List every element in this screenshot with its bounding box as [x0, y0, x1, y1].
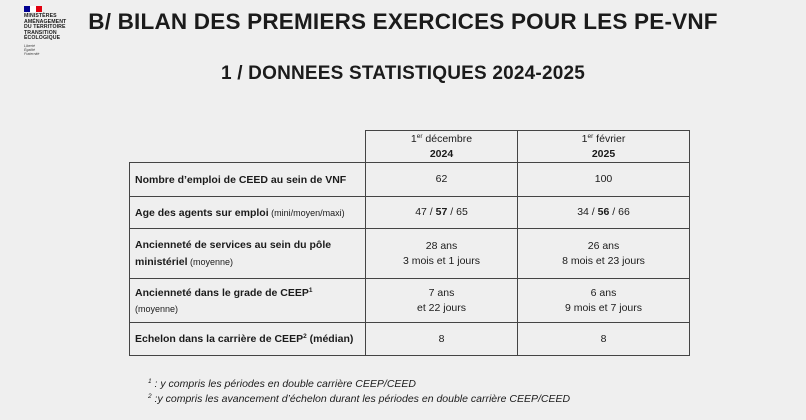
statistics-table — [129, 130, 690, 356]
row-value: 8 — [366, 323, 518, 356]
header-date: 1er février — [581, 132, 626, 145]
footnote: $^2$ :y compris les avancement d’échelon durant les périodes en double carrière CEEP/CEED — [148, 393, 571, 405]
row-value: 6 ans 9 mois et 7 jours — [518, 279, 690, 323]
table-row — [130, 229, 690, 279]
logo-text-line: DU TERRITOIRE — [24, 24, 66, 31]
header-year: 2024 — [429, 147, 454, 160]
table-header-row — [130, 131, 690, 163]
row-value: 8 — [518, 323, 690, 356]
row-label: Ancienneté de services au sein du pôle ministériel (moyenne) — [130, 229, 366, 279]
footnote: $^1$ : y compris les périodes en double carrière CEEP/CEED — [148, 378, 416, 390]
row-value: 7 ans et 22 jours — [366, 279, 518, 323]
row-label: Echelon dans la carrière de CEEP$^2$ (médian) — [130, 323, 366, 356]
row-value: 47 / 57 / 65 — [366, 197, 518, 229]
header-cell-2025 — [518, 131, 690, 163]
logo-motto-line: Fraternité — [24, 52, 40, 57]
row-value: 62 — [366, 163, 518, 197]
header-year: 2025 — [591, 147, 616, 160]
row-label: Age des agents sur emploi (mini/moyen/maxi) — [130, 197, 366, 229]
logo-text-line: MINISTÈRES — [24, 13, 57, 19]
logo-text-line: ÉCOLOGIQUE — [24, 35, 61, 42]
row-label: Ancienneté dans le grade de CEEP$^1$ (moyenne) — [130, 279, 366, 323]
table-row — [130, 197, 690, 229]
table-row — [130, 279, 690, 323]
row-value: 28 ans 3 mois et 1 jours — [366, 229, 518, 279]
header-empty-cell — [130, 131, 366, 163]
row-value: 26 ans 8 mois et 23 jours — [518, 229, 690, 279]
row-label: Nombre d’emploi de CEED au sein de VNF — [130, 163, 366, 197]
logo-motto-line: Égalité — [24, 48, 35, 53]
header-cell-2024 — [366, 131, 518, 163]
footnotes — [148, 377, 570, 407]
logo-motto — [24, 44, 94, 57]
logo-text-line: TRANSITION — [24, 29, 57, 36]
row-value: 34 / 56 / 66 — [518, 197, 690, 229]
header-date: 1er décembre — [410, 132, 473, 145]
slide-title: B/ BILAN DES PREMIERS EXERCICES POUR LES PE-VNF — [88, 9, 718, 34]
table-row — [130, 163, 690, 197]
table-row — [130, 323, 690, 356]
row-value: 100 — [518, 163, 690, 197]
logo-motto-line: Liberté — [24, 43, 35, 48]
logo-text-line: AMÉNAGEMENT — [24, 18, 67, 25]
slide-subtitle: 1 / DONNEES STATISTIQUES 2024-2025 — [220, 63, 586, 84]
